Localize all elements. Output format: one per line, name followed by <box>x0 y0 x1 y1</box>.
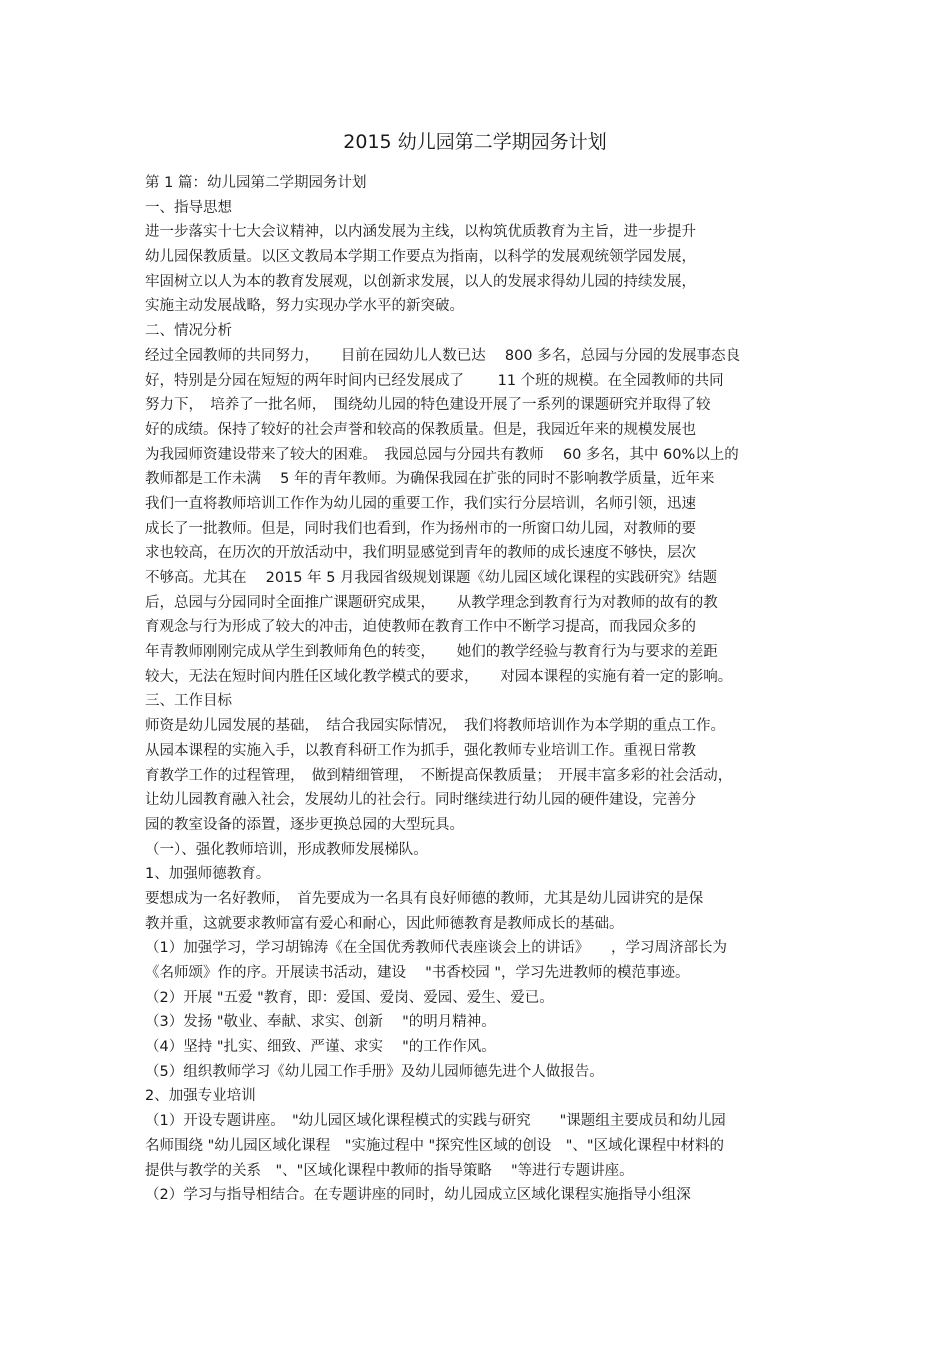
text-line: 后，总园与分园同时全面推广课题研究成果， 从教学理念到教育行为对教师的故有的教 <box>145 594 718 611</box>
text-line: （2）开展 "五爱 "教育，即：爱国、爱岗、爱园、爱生、爱已。 <box>145 989 554 1006</box>
document-body <box>145 171 815 1208</box>
text-line: 成长了一批教师。但是，同时我们也看到，作为扬州市的一所窗口幼儿园，对教师的要 <box>145 520 696 537</box>
text-line: （1）加强学习，学习胡锦涛《在全国优秀教师代表座谈会上的讲话》 ，学习周济部长为 <box>145 940 727 957</box>
text-line: 让幼儿园教育融入社会，发展幼儿的社会行。同时继续进行幼儿园的硬件建设，完善分 <box>145 792 696 809</box>
text-line: 为我园师资建设带来了较大的困难。 我园总园与分园共有教师 60 多名，其中 60%以上的 <box>145 446 739 463</box>
text-line: 不够高。尤其在 2015 年 5 月我园省级规划课题《幼儿园区域化课程的实践研究》结题 <box>145 570 718 586</box>
text-line: 一、指导思想 <box>145 199 232 216</box>
text-line: 好，特别是分园在短短的两年时间内已经发展成了 11 个班的规模。在全园教师的共同 <box>145 372 724 389</box>
text-line: 师资是幼儿园发展的基础， 结合我园实际情况， 我们将教师培训作为本学期的重点工作。 <box>145 718 725 735</box>
text-line: 努力下， 培养了一批名师， 围绕幼儿园的特色建设开展了一系列的课题研究并取得了较 <box>145 397 711 414</box>
text-line: 育观念与行为形成了较大的冲击，迫使教师在教育工作中不断学习提高，而我园众多的 <box>145 619 696 636</box>
text-line: （一）、强化教师培训，形成教师发展梯队。 <box>145 841 428 858</box>
text-line: 名师围绕 "幼儿园区域化课程 "实施过程中 "探究性区域的创设 "、"区域化课程中材料的 <box>145 1137 725 1154</box>
text-line: 育教学工作的过程管理， 做到精细管理， 不断提高保教质量； 开展丰富多彩的社会活动， <box>145 767 733 784</box>
text-line: 从园本课程的实施入手，以教育科研工作为抓手，强化教师专业培训工作。重视日常教 <box>145 742 696 759</box>
text-line: 要想成为一名好教师， 首先要成为一名具有良好师德的教师，尤其是幼儿园讲究的是保 <box>145 890 704 907</box>
text-line: 幼儿园保教质量。以区文教局本学期工作要点为指南，以科学的发展观统领学园发展， <box>145 249 696 266</box>
text-line: 2、加强专业培训 <box>145 1088 256 1105</box>
text-line: 较大，无法在短时间内胜任区域化教学模式的要求， 对园本课程的实施有着一定的影响。 <box>145 668 733 685</box>
text-line: 第 1 篇：幼儿园第二学期园务计划 <box>145 175 367 191</box>
text-line: 年青教师刚刚完成从学生到教师角色的转变， 她们的教学经验与教育行为与要求的差距 <box>145 644 718 661</box>
text-line: （1）开设专题讲座。 "幼儿园区域化课程模式的实践与研究 "课题组主要成员和幼儿园 <box>145 1113 726 1130</box>
text-line: （2）学习与指导相结合。在专题讲座的同时，幼儿园成立区域化课程实施指导小组深 <box>145 1187 691 1204</box>
text-line: 我们一直将教师培训工作作为幼儿园的重要工作，我们实行分层培训，名师引领，迅速 <box>145 495 696 512</box>
text-line: （5）组织教师学习《幼儿园工作手册》及幼儿园师德先进个人做报告。 <box>145 1063 604 1080</box>
text-line: 进一步落实十七大会议精神，以内涵发展为主线，以构筑优质教育为主旨，进一步提升 <box>145 224 696 241</box>
document-title: 2015 幼儿园第二学期园务计划 <box>343 131 607 153</box>
text-line: （4）坚持 "扎实、细致、严谨、求实 "的工作作风。 <box>145 1039 496 1056</box>
text-line: 实施主动发展战略，努力实现办学水平的新突破。 <box>145 298 464 315</box>
text-line: 园的教室设备的添置，逐步更换总园的大型玩具。 <box>145 816 464 833</box>
text-line: 提供与教学的关系 "、"区域化课程中教师的指导策略 "等进行专题讲座。 <box>145 1162 634 1179</box>
text-line: 二、情况分析 <box>145 323 232 340</box>
text-line: 1、加强师德教育。 <box>145 866 271 883</box>
text-line: 求也较高，在历次的开放活动中，我们明显感觉到青年的教师的成长速度不够快，层次 <box>145 545 696 562</box>
text-line: 牢固树立以人为本的教育发展观，以创新求发展，以人的发展求得幼儿园的持续发展， <box>145 273 696 290</box>
text-line: 好的成绩。保持了较好的社会声誉和较高的保教质量。但是，我园近年来的规模发展也 <box>145 421 696 438</box>
text-line: 经过全园教师的共同努力， 目前在园幼儿人数已达 800 多名，总园与分园的发展事态良 <box>145 347 741 364</box>
text-line: 三、工作目标 <box>145 693 232 710</box>
text-line: 教并重，这就要求教师富有爱心和耐心，因此师德教育是教师成长的基础。 <box>145 915 624 932</box>
text-line: 《名师颂》作的序。开展读书活动，建设 "书香校园 "，学习先进教师的模范事迹。 <box>145 965 690 981</box>
text-line: 教师都是工作未满 5 年的青年教师。为确保我园在扩张的同时不影响教学质量，近年来 <box>145 471 715 488</box>
text-line: （3）发扬 "敬业、奉献、求实、创新 "的明月精神。 <box>145 1014 496 1031</box>
